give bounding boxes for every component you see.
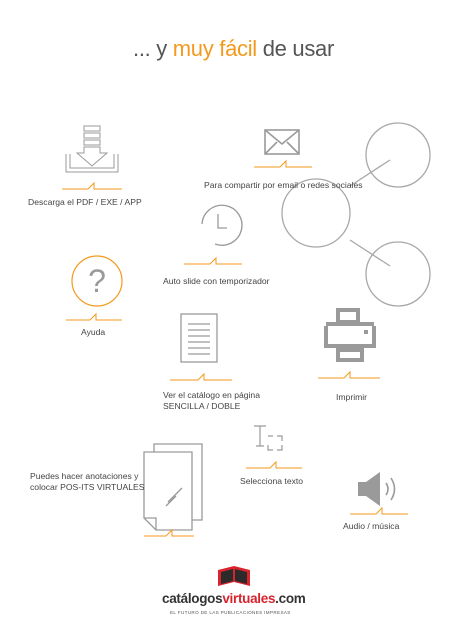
title-accent: muy fácil: [172, 36, 257, 61]
svg-text:?: ?: [88, 263, 106, 299]
clock-icon: [180, 200, 260, 272]
speaker-icon: [346, 464, 416, 520]
print-label: Imprimir: [336, 392, 368, 402]
share-label: Para compartir por email o redes sociales: [204, 180, 363, 190]
logo-wordmark: catálogosvirtuales.com: [162, 591, 306, 606]
annotate-label: Puedes hacer anotaciones y colocar POS-ITS VIRTUALES: [30, 471, 145, 492]
audio-label: Audio / música: [343, 521, 400, 531]
document-icon: [168, 310, 248, 386]
envelope-icon: [250, 126, 316, 172]
logo-tagline: EL FUTURO DE LAS PUBLICACIONES IMPRESAS: [170, 610, 291, 615]
download-label: Descarga el PDF / EXE / APP: [28, 197, 142, 207]
text-select-icon: [240, 422, 310, 474]
select-text-label: Selecciona texto: [240, 476, 304, 486]
page-title: ... y muy fácil de usar: [133, 36, 334, 61]
notes-icon: [138, 440, 218, 540]
autoslide-label: Auto slide con temporizador: [163, 276, 270, 286]
view-label: Ver el catálogo en página SENCILLA / DOBLE: [163, 390, 260, 411]
printer-icon: [314, 304, 386, 384]
book-logo-icon: [214, 566, 254, 590]
help-icon: [60, 252, 130, 326]
help-label: Ayuda: [81, 327, 106, 337]
download-icon: [60, 124, 124, 196]
